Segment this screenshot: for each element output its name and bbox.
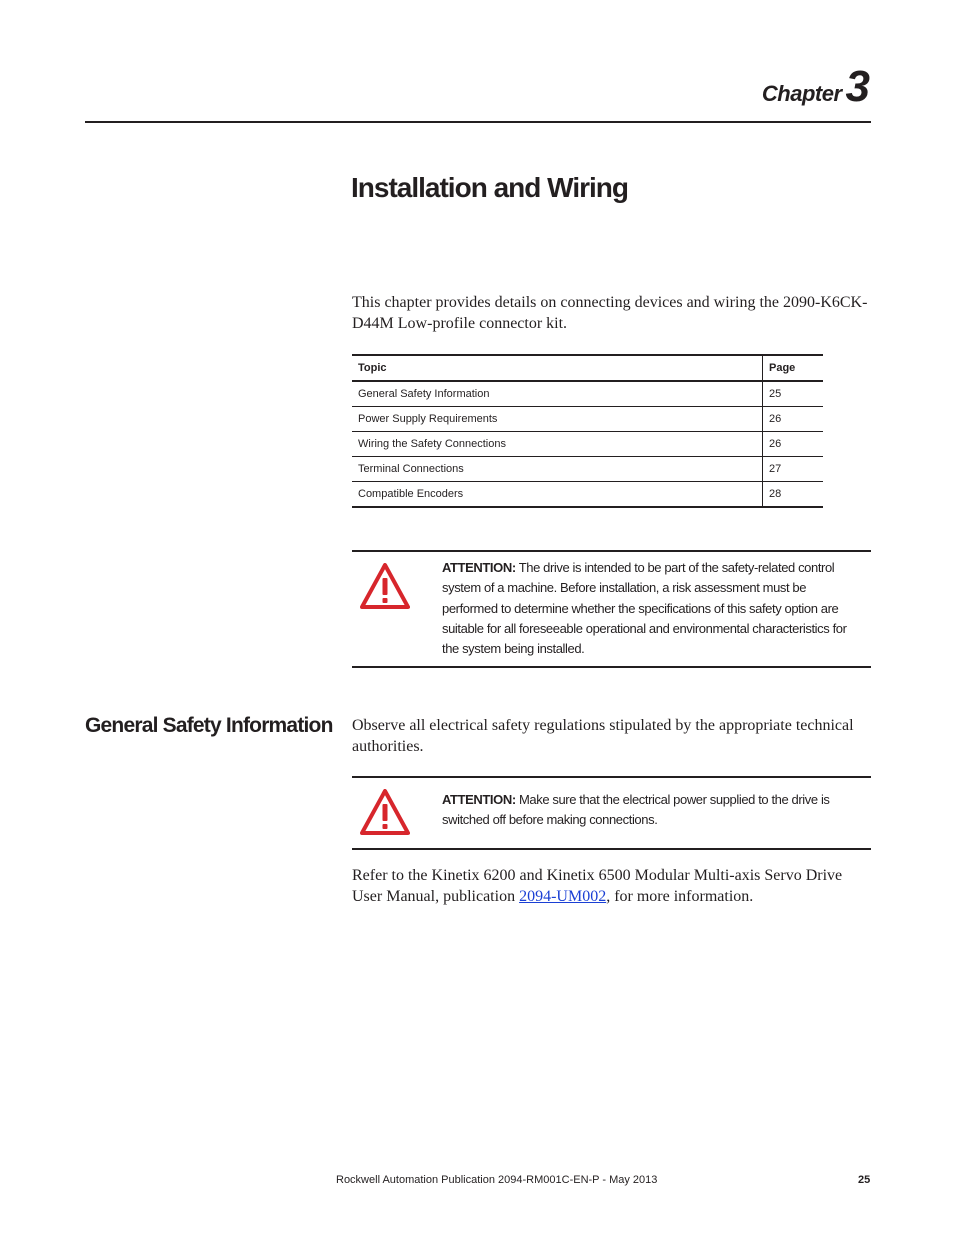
topic-table — [352, 354, 823, 508]
page-cell: 26 — [763, 432, 824, 457]
table-header-row — [352, 355, 823, 381]
chapter-label: Chapter — [761, 81, 842, 106]
warning-triangle-icon — [360, 789, 410, 835]
page-cell: 25 — [763, 381, 824, 407]
topic-cell: Power Supply Requirements — [352, 407, 763, 432]
page-title: Installation and Wiring — [351, 172, 628, 203]
chapter-divider — [85, 121, 871, 123]
topic-cell: Wiring the Safety Connections — [352, 432, 763, 457]
page-cell: 27 — [763, 457, 824, 482]
page-column-header: Page — [763, 355, 824, 381]
publication-link[interactable]: 2094-UM002 — [519, 888, 607, 905]
topic-cell: Terminal Connections — [352, 457, 763, 482]
page-cell: 26 — [763, 407, 824, 432]
topic-column-header: Topic — [352, 355, 763, 381]
page-number: 25 — [858, 1174, 871, 1186]
attention-text — [442, 790, 862, 831]
attention-body: Make sure that the electrical power supplied to the drive is switched off before making connections. — [442, 792, 830, 828]
attention-box-power — [352, 776, 871, 850]
reference-text: Refer to the Kinetix 6200 and Kinetix 6500 Modular Multi-axis Servo Drive User Manual, publication — [352, 867, 843, 905]
attention-box-safety — [352, 550, 871, 668]
chapter-number: 3 — [845, 62, 870, 111]
topic-cell: General Safety Information — [352, 381, 763, 407]
attention-body: The drive is intended to be part of the safety-related control system of a machine. Before installation, a risk assessment must be performed to determine whether the specifications of this safety option are suitable for all foreseeable operational and environmental characteristics for the system being installed. — [442, 560, 847, 657]
intro-paragraph: This chapter provides details on connecting devices and wiring the 2090-K6CK-D44M Low-profile connector kit. — [352, 294, 868, 332]
page-cell: 28 — [763, 482, 824, 508]
attention-label: ATTENTION: — [442, 792, 516, 807]
footer-publication: Rockwell Automation Publication 2094-RM001C-EN-P - May 2013 — [336, 1174, 658, 1186]
table-row[interactable] — [352, 407, 823, 432]
attention-text — [442, 558, 862, 659]
section-paragraph: Observe all electrical safety regulations stipulated by the appropriate technical authorities. — [352, 717, 854, 755]
topic-cell: Compatible Encoders — [352, 482, 763, 508]
reference-text-end: , for more information. — [606, 888, 754, 905]
chapter-header — [700, 62, 870, 112]
reference-paragraph — [352, 865, 872, 907]
table-row[interactable] — [352, 482, 823, 508]
warning-triangle-icon — [360, 563, 410, 609]
table-row[interactable] — [352, 381, 823, 407]
table-row[interactable] — [352, 432, 823, 457]
attention-label: ATTENTION: — [442, 560, 516, 575]
table-row[interactable] — [352, 457, 823, 482]
section-heading: General Safety Information — [85, 714, 333, 737]
